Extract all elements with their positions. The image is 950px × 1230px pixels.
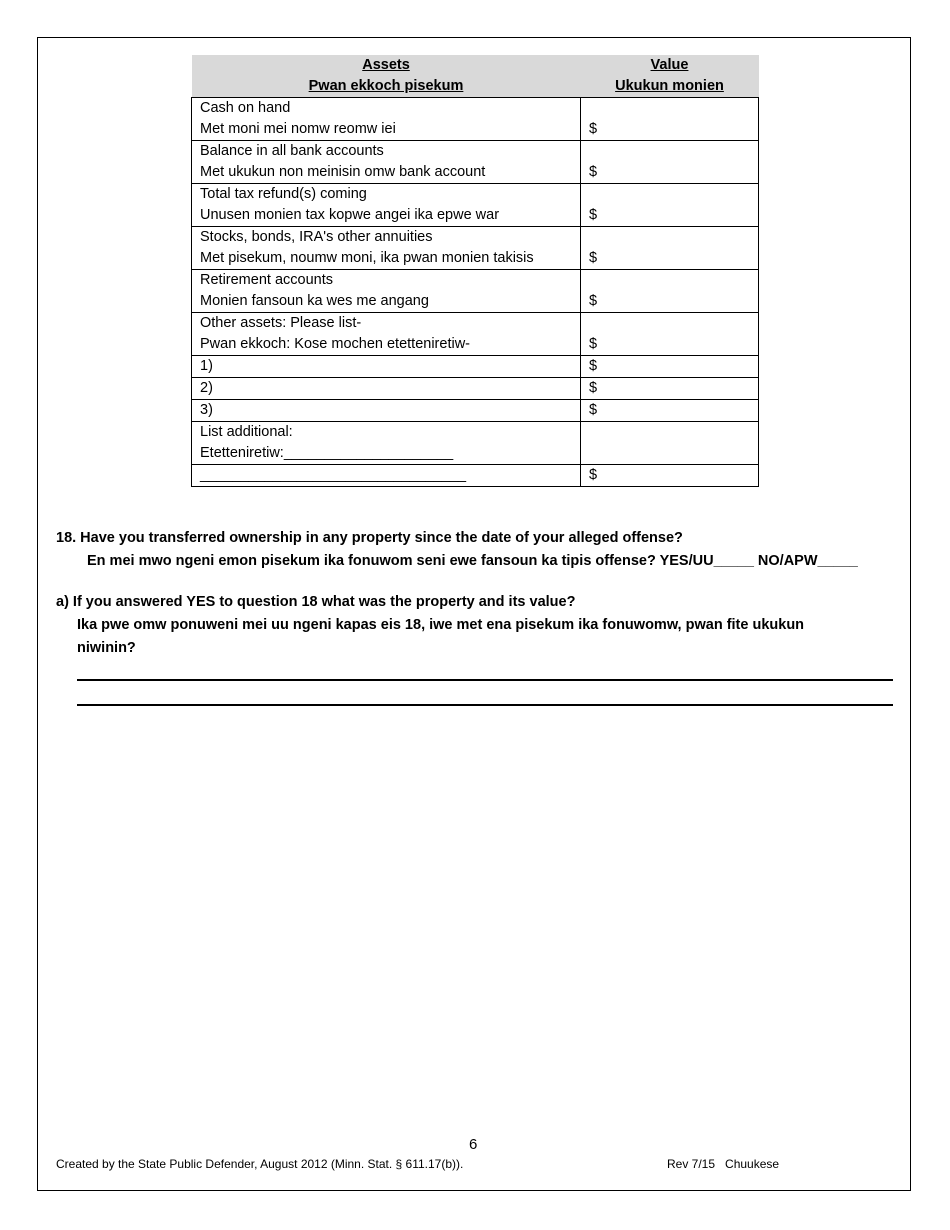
asset-cell[interactable]: [192, 378, 581, 400]
table-row: [192, 400, 759, 422]
value-header-english: Value: [650, 57, 689, 73]
asset-label-chuukese: Monien fansoun ka wes me angang: [200, 293, 429, 309]
table-row: [192, 141, 759, 184]
table-row: [192, 378, 759, 400]
asset-label-chuukese: Met moni mei nomw reomw iei: [200, 121, 396, 137]
table-row: [192, 98, 759, 141]
dollar-sign: $: [589, 402, 598, 418]
value-field[interactable]: [581, 356, 759, 378]
answer-line[interactable]: [77, 704, 893, 706]
dollar-sign: $: [589, 164, 598, 180]
dollar-sign: $: [589, 380, 598, 396]
asset-label-chuukese: Met pisekum, noumw moni, ika pwan monien takisis: [200, 250, 534, 266]
asset-cell[interactable]: [192, 356, 581, 378]
list-additional-label: List additional:: [200, 424, 293, 440]
asset-cell[interactable]: [192, 422, 581, 465]
table-row: [192, 356, 759, 378]
value-field[interactable]: [581, 184, 759, 227]
value-field[interactable]: [581, 465, 759, 487]
assets-header-chuukese: Pwan ekkoch pisekum: [308, 78, 464, 94]
asset-cell: [192, 184, 581, 227]
table-row: [192, 313, 759, 356]
question-18a: [56, 591, 804, 660]
value-field[interactable]: [581, 270, 759, 313]
dollar-sign: $: [589, 250, 598, 266]
dollar-sign: $: [589, 336, 598, 352]
value-field[interactable]: [581, 422, 759, 465]
asset-label-english: Cash on hand: [200, 100, 291, 116]
page-number: 6: [469, 1136, 478, 1153]
dollar-sign: $: [589, 358, 598, 374]
dollar-sign: $: [589, 467, 598, 483]
dollar-sign: $: [589, 207, 598, 223]
question-18a-chuukese-line2: niwinin?: [77, 640, 136, 656]
footer-revision: Rev 7/15 Chuukese: [667, 1157, 780, 1171]
table-row: [192, 184, 759, 227]
blank-entry-line: _________________________________: [200, 467, 467, 483]
value-field[interactable]: [581, 378, 759, 400]
asset-label-english: Total tax refund(s) coming: [200, 186, 367, 202]
asset-label-english: Stocks, bonds, IRA's other annuities: [200, 229, 433, 245]
value-field[interactable]: [581, 98, 759, 141]
item-number-label: 3): [200, 402, 213, 418]
value-column-header: [581, 55, 759, 98]
question-18a-english: a) If you answered YES to question 18 what was the property and its value?: [56, 594, 576, 610]
asset-label-english: Other assets: Please list-: [200, 315, 362, 331]
value-field[interactable]: [581, 313, 759, 356]
asset-cell: [192, 141, 581, 184]
table-header-row: [192, 55, 759, 98]
dollar-sign: $: [589, 121, 598, 137]
asset-cell: [192, 270, 581, 313]
question-18a-chuukese-line1: Ika pwe omw ponuweni mei uu ngeni kapas eis 18, iwe met ena pisekum ika fonuwomw, pwan fite ukukun: [77, 617, 805, 633]
table-row: [192, 270, 759, 313]
list-additional-chuukese: Etetteniretiw:_____________________: [200, 445, 454, 461]
asset-cell: [192, 313, 581, 356]
table-row: [192, 227, 759, 270]
item-number-label: 1): [200, 358, 213, 374]
question-18: [56, 527, 858, 573]
assets-table: [191, 55, 759, 487]
dollar-sign: $: [589, 293, 598, 309]
assets-header-english: Assets: [362, 57, 410, 73]
question-18-chuukese[interactable]: En mei mwo ngeni emon pisekum ika fonuwom seni ewe fansoun ka tipis offense? YES/UU_____ NO/APW_____: [87, 553, 858, 569]
asset-label-chuukese: Met ukukun non meinisin omw bank account: [200, 164, 486, 180]
item-number-label: 2): [200, 380, 213, 396]
footer-created-by: Created by the State Public Defender, August 2012 (Minn. Stat. § 611.17(b)).: [56, 1157, 464, 1171]
value-field[interactable]: [581, 400, 759, 422]
asset-cell[interactable]: [192, 465, 581, 487]
asset-cell: [192, 98, 581, 141]
table-row: [192, 422, 759, 465]
value-field[interactable]: [581, 141, 759, 184]
answer-line[interactable]: [77, 679, 893, 681]
assets-column-header: [192, 55, 581, 98]
asset-label-chuukese: Unusen monien tax kopwe angei ika epwe war: [200, 207, 500, 223]
asset-cell: [192, 227, 581, 270]
question-18-english: 18. Have you transferred ownership in any property since the date of your alleged offense?: [56, 530, 683, 546]
table-row: [192, 465, 759, 487]
asset-label-chuukese: Pwan ekkoch: Kose mochen etetteniretiw-: [200, 336, 470, 352]
asset-cell[interactable]: [192, 400, 581, 422]
value-header-chuukese: Ukukun monien: [615, 78, 724, 94]
value-field[interactable]: [581, 227, 759, 270]
asset-label-english: Balance in all bank accounts: [200, 143, 384, 159]
asset-label-english: Retirement accounts: [200, 272, 333, 288]
